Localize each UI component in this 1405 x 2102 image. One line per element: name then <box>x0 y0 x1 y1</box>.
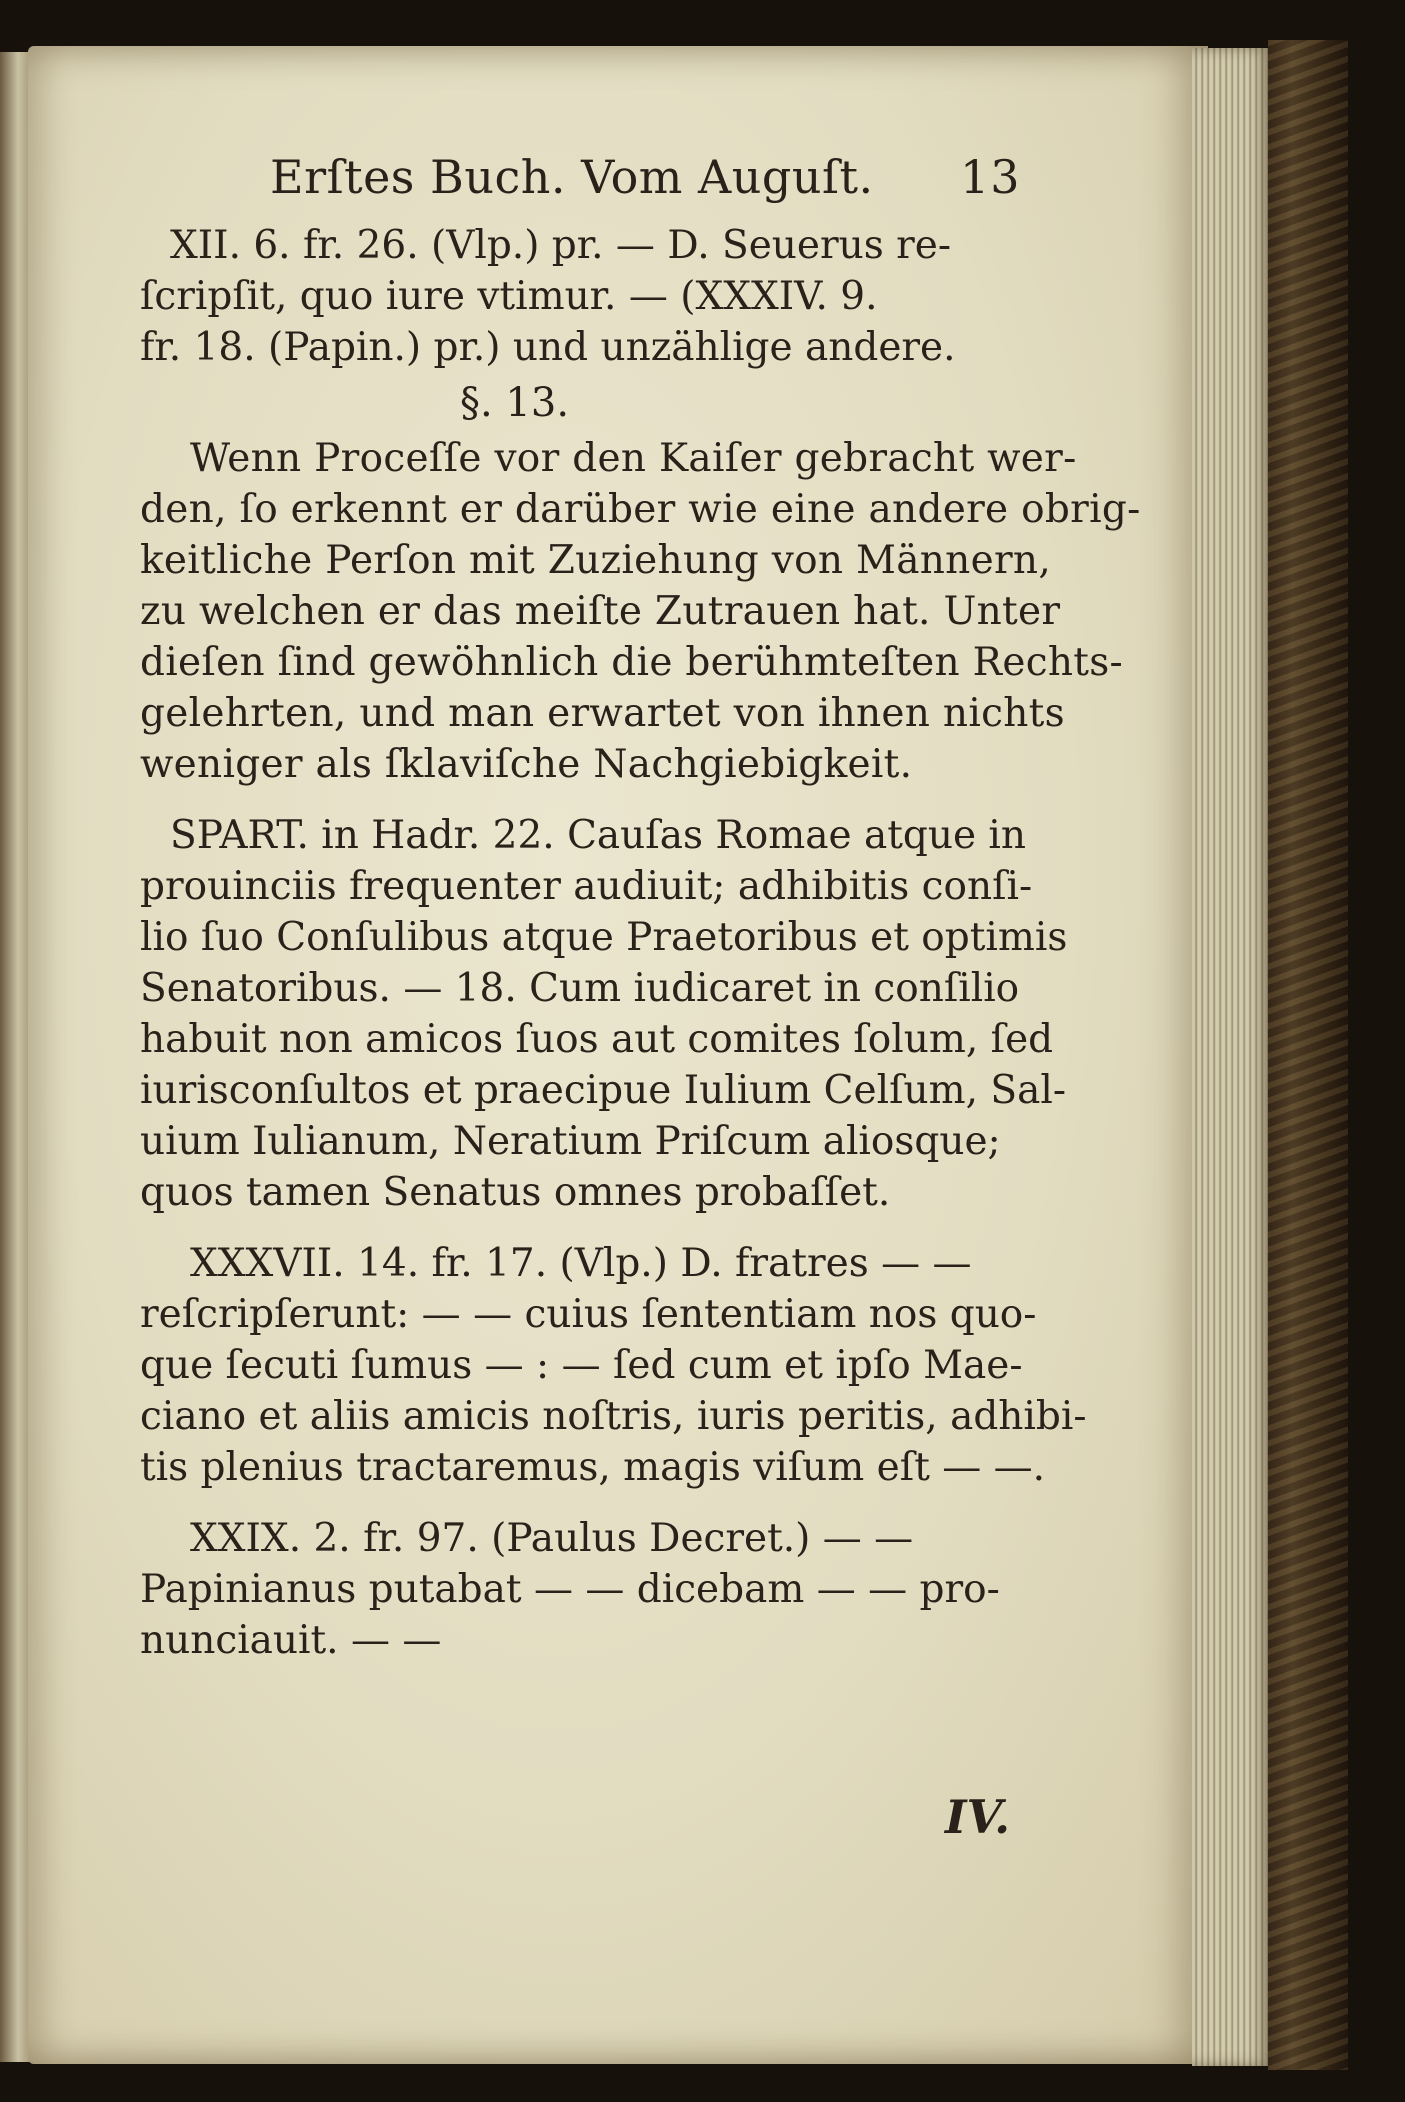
citation-block <box>140 220 1020 373</box>
page-stack-edge <box>1192 48 1272 2066</box>
quotation-line: SPART. in Hadr. 22. Cauſas Romae atque in <box>170 813 1027 858</box>
quotation-line: habuit non amicos ſuos aut comites ſolum, ſed <box>140 1017 1054 1062</box>
paragraph-line: weniger als ſklaviſche Nachgiebigkeit. <box>140 742 913 787</box>
latin-quotation-spartianus <box>140 810 1068 1218</box>
latin-quotation-paulus <box>140 1513 1020 1666</box>
quotation-line: Senatoribus. — 18. Cum iudicaret in conſilio <box>140 966 1020 1011</box>
running-header <box>140 150 1020 220</box>
page-text <box>140 150 1141 1666</box>
citation-line: XII. 6. fr. 26. (Vlp.) pr. — D. Seuerus re- <box>170 223 952 268</box>
page-number: 13 <box>960 150 1021 204</box>
paragraph-line: keitliche Perſon mit Zuziehung von Männern, <box>140 538 1052 583</box>
paragraph-line: den, ſo erkennt er darüber wie eine andere obrig- <box>140 487 1141 532</box>
running-title: Erſtes Buch. Vom Auguſt. <box>270 150 874 204</box>
paragraph-line: gelehrten, und man erwartet von ihnen nichts <box>140 691 1065 736</box>
german-paragraph <box>140 433 1141 790</box>
section-heading: §. 13. <box>460 380 570 426</box>
quotation-line: iurisconſultos et praecipue Iulium Celſum, Sal- <box>140 1068 1067 1113</box>
latin-quotation-ulpian <box>140 1238 1087 1493</box>
quotation-line: uium Iulianum, Neratium Priſcum aliosque; <box>140 1119 1001 1164</box>
paragraph-line: Wenn Proceſſe vor den Kaiſer gebracht wer- <box>190 436 1077 481</box>
facing-page-edge <box>0 52 30 2062</box>
quotation-line: XXXVII. 14. fr. 17. (Vlp.) D. fratres — — <box>190 1241 972 1286</box>
quotation-line: lio ſuo Conſulibus atque Praetoribus et optimis <box>140 915 1068 960</box>
quotation-line: reſcripſerunt: — — cuius ſententiam nos quo- <box>140 1292 1037 1337</box>
quotation-line: que ſecuti ſumus — : — ſed cum et ipſo Mae- <box>140 1343 1023 1388</box>
book-binding <box>1268 40 1348 2070</box>
quotation-line: ciano et aliis amicis noſtris, iuris peritis, adhibi- <box>140 1394 1087 1439</box>
quotation-line: quos tamen Senatus omnes probaſſet. <box>140 1170 891 1215</box>
quotation-line: XXIX. 2. fr. 97. (Paulus Decret.) — — <box>190 1516 914 1561</box>
paragraph-line: zu welchen er das meiſte Zutrauen hat. Unter <box>140 589 1061 634</box>
quotation-line: nunciauit. — — <box>140 1618 442 1663</box>
citation-line: fr. 18. (Papin.) pr.) und unzählige andere. <box>140 325 956 370</box>
quotation-line: tis plenius tractaremus, magis viſum eſt — —. <box>140 1445 1046 1490</box>
citation-line: ſcripſit, quo iure vtimur. — (XXXIV. 9. <box>140 274 878 319</box>
quotation-line: Papinianus putabat — — dicebam — — pro- <box>140 1567 1000 1612</box>
quotation-line: prouinciis frequenter audiuit; adhibitis conſi- <box>140 864 1033 909</box>
paragraph-line: dieſen ſind gewöhnlich die berühmteſten Rechts- <box>140 640 1124 685</box>
catchword: IV. <box>945 1790 1011 1844</box>
